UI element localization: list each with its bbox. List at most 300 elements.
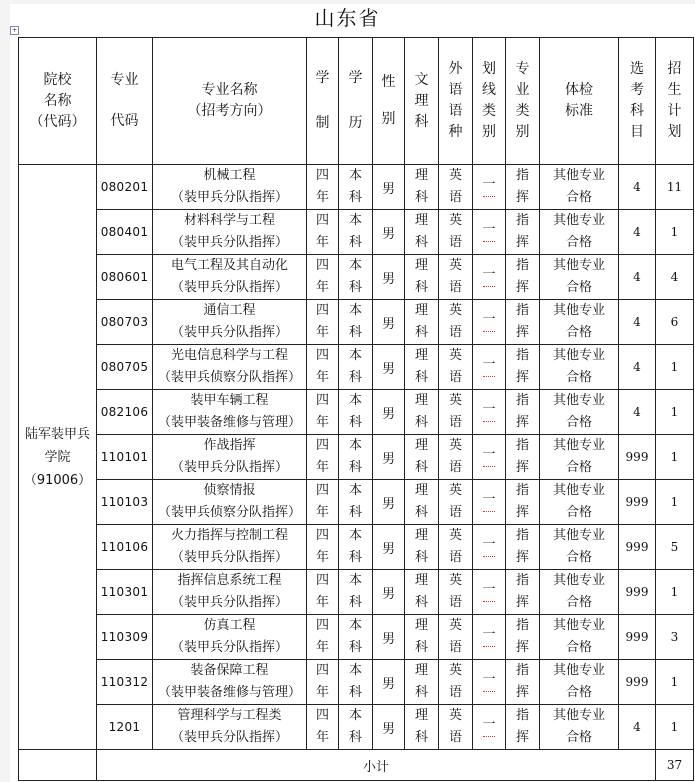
header-school-line: 名称 (43, 92, 72, 109)
science-line: 理 (414, 258, 428, 273)
major-type-cell (506, 390, 540, 435)
header-line: 语 (448, 82, 463, 98)
major-type-cell (506, 210, 540, 255)
duration-cell (307, 660, 339, 705)
physical-exam-line: 其他专业 (552, 618, 605, 633)
language-cell (439, 435, 473, 480)
plan-cell: 1 (656, 435, 694, 480)
duration-cell (307, 390, 339, 435)
table-row (19, 390, 694, 435)
language-line: 英 (448, 528, 462, 543)
duration-cell (307, 345, 339, 390)
language-line: 语 (448, 235, 462, 250)
plan-cell: 1 (656, 210, 694, 255)
subtotal-blank (19, 750, 97, 781)
physical-exam-line: 合格 (565, 235, 592, 250)
education-cell (339, 165, 373, 210)
header-line: 标准 (565, 103, 593, 119)
duration-cell (307, 435, 339, 480)
major-name: 指挥信息系统工程 (177, 573, 282, 588)
header-line: （招考方向） (187, 103, 272, 119)
major-name-cell (153, 345, 307, 390)
language-line: 英 (448, 573, 462, 588)
cutoff-cell (473, 300, 506, 345)
header-cutoff-type (473, 38, 506, 165)
science-cell (405, 660, 439, 705)
language-line: 英 (448, 438, 462, 453)
science-cell (405, 525, 439, 570)
cutoff-value: 一 (482, 402, 496, 417)
physical-exam-cell (540, 570, 619, 615)
header-duration (307, 38, 339, 165)
science-cell (405, 480, 439, 525)
physical-exam-line: 其他专业 (552, 168, 605, 183)
table-row (19, 480, 694, 525)
cutoff-value: 一 (482, 222, 496, 237)
header-line: 划 (482, 61, 496, 77)
major-type-line: 挥 (515, 280, 529, 295)
major-type-line: 挥 (515, 640, 529, 655)
physical-exam-cell (540, 615, 619, 660)
major-name: 侦察情报 (203, 483, 256, 498)
major-code: 110101 (97, 435, 153, 480)
header-line: 体检 (565, 82, 593, 98)
table-row (19, 165, 694, 210)
science-cell (405, 300, 439, 345)
major-name-cell (153, 210, 307, 255)
duration-cell (307, 570, 339, 615)
science-line: 科 (414, 460, 428, 475)
header-row (19, 38, 694, 165)
education-line: 科 (348, 190, 362, 205)
science-line: 科 (414, 640, 428, 655)
education-line: 本 (348, 663, 362, 678)
cutoff-value: 一 (482, 582, 496, 597)
cutoff-value: 一 (482, 672, 496, 687)
table-row (19, 570, 694, 615)
duration-line: 年 (315, 235, 329, 250)
language-cell (439, 255, 473, 300)
header-line: 语 (448, 103, 463, 119)
page-title: 山东省 (314, 6, 381, 30)
science-cell (405, 345, 439, 390)
cutoff-value: 一 (482, 492, 496, 507)
duration-line: 年 (315, 550, 329, 565)
duration-line: 四 (315, 213, 329, 228)
major-name-cell (153, 615, 307, 660)
header-education (339, 38, 373, 165)
major-name-cell (153, 480, 307, 525)
education-cell (339, 660, 373, 705)
physical-exam-line: 其他专业 (552, 213, 605, 228)
education-cell (339, 255, 373, 300)
table-body (19, 165, 694, 781)
language-cell (439, 480, 473, 525)
header-line: 科 (414, 113, 429, 130)
physical-exam-line: 其他专业 (552, 483, 605, 498)
plan-cell: 1 (656, 705, 694, 750)
subtotal-row (19, 750, 694, 781)
school-cell (19, 165, 97, 750)
major-name-cell (153, 255, 307, 300)
enrollment-table (18, 37, 694, 781)
spellcheck-underline-icon (483, 688, 495, 692)
major-name-cell (153, 525, 307, 570)
education-line: 科 (348, 640, 362, 655)
science-line: 理 (414, 213, 428, 228)
elective-cell: 999 (619, 525, 656, 570)
major-type-line: 指 (515, 708, 529, 723)
science-cell (405, 165, 439, 210)
cutoff-value: 一 (482, 177, 496, 192)
language-line: 语 (448, 640, 462, 655)
duration-line: 年 (315, 325, 329, 340)
duration-cell (307, 615, 339, 660)
header-line: 业 (515, 82, 530, 98)
science-line: 科 (414, 190, 428, 205)
science-line: 理 (414, 438, 428, 453)
language-line: 语 (448, 415, 462, 430)
major-type-cell (506, 255, 540, 300)
physical-exam-line: 合格 (565, 550, 592, 565)
cutoff-cell (473, 660, 506, 705)
physical-exam-cell (540, 300, 619, 345)
header-major-code (97, 38, 153, 165)
education-cell (339, 345, 373, 390)
school-code: （91006） (23, 472, 92, 488)
physical-exam-cell (540, 480, 619, 525)
language-cell (439, 570, 473, 615)
education-cell (339, 435, 373, 480)
science-line: 理 (414, 618, 428, 633)
physical-exam-line: 其他专业 (552, 393, 605, 408)
science-line: 科 (414, 325, 428, 340)
header-enrollment-plan (656, 38, 694, 165)
spellcheck-underline-icon (483, 733, 495, 737)
header-line: 性 (381, 74, 396, 90)
language-cell (439, 165, 473, 210)
major-name-cell (153, 435, 307, 480)
education-line: 本 (348, 528, 362, 543)
duration-cell (307, 210, 339, 255)
plan-cell: 1 (656, 570, 694, 615)
cutoff-cell (473, 435, 506, 480)
header-gender (373, 38, 405, 165)
education-line: 本 (348, 708, 362, 723)
gender-cell: 男 (373, 435, 405, 480)
major-direction: （装甲兵分队指挥） (170, 730, 288, 745)
cutoff-cell (473, 210, 506, 255)
duration-line: 四 (315, 663, 329, 678)
duration-cell (307, 300, 339, 345)
science-line: 科 (414, 370, 428, 385)
spellcheck-underline-icon (483, 418, 495, 422)
header-school (19, 38, 97, 165)
cutoff-cell (473, 165, 506, 210)
language-line: 语 (448, 685, 462, 700)
plan-cell: 3 (656, 615, 694, 660)
education-cell (339, 390, 373, 435)
major-name-cell (153, 570, 307, 615)
science-line: 理 (414, 528, 428, 543)
major-type-line: 挥 (515, 190, 529, 205)
major-code: 080703 (97, 300, 153, 345)
physical-exam-cell (540, 660, 619, 705)
major-name: 光电信息科学与工程 (170, 348, 288, 363)
header-line: 类 (482, 103, 496, 119)
major-direction: （装甲兵分队指挥） (170, 460, 288, 475)
education-line: 科 (348, 235, 362, 250)
major-name-cell (153, 300, 307, 345)
gender-cell: 男 (373, 705, 405, 750)
physical-exam-cell (540, 525, 619, 570)
language-line: 英 (448, 483, 462, 498)
education-line: 科 (348, 280, 362, 295)
elective-cell: 999 (619, 480, 656, 525)
gender-cell: 男 (373, 390, 405, 435)
gender-cell: 男 (373, 615, 405, 660)
major-name: 装备保障工程 (190, 663, 269, 678)
major-code: 082106 (97, 390, 153, 435)
header-line: 别 (482, 124, 496, 140)
major-type-line: 指 (515, 303, 529, 318)
header-school-line: （代码） (29, 113, 86, 130)
education-line: 本 (348, 483, 362, 498)
header-line: 历 (348, 115, 363, 131)
major-direction: （装甲兵分队指挥） (170, 640, 288, 655)
major-type-line: 挥 (515, 460, 529, 475)
major-type-cell (506, 345, 540, 390)
duration-line: 四 (315, 258, 329, 273)
major-type-line: 指 (515, 528, 529, 543)
cutoff-cell (473, 525, 506, 570)
major-type-line: 指 (515, 618, 529, 633)
cutoff-cell (473, 570, 506, 615)
major-code: 110301 (97, 570, 153, 615)
major-type-line: 挥 (515, 505, 529, 520)
physical-exam-cell (540, 255, 619, 300)
cutoff-value: 一 (482, 537, 496, 552)
major-name: 通信工程 (203, 303, 256, 318)
major-type-line: 指 (515, 213, 529, 228)
education-cell (339, 210, 373, 255)
major-type-line: 指 (515, 438, 529, 453)
major-type-line: 挥 (515, 550, 529, 565)
physical-exam-line: 合格 (565, 595, 592, 610)
table-row (19, 615, 694, 660)
major-direction: （装甲兵分队指挥） (170, 325, 288, 340)
physical-exam-cell (540, 435, 619, 480)
duration-line: 四 (315, 438, 329, 453)
education-cell (339, 525, 373, 570)
physical-exam-line: 其他专业 (552, 438, 605, 453)
education-line: 本 (348, 258, 362, 273)
education-line: 本 (348, 213, 362, 228)
education-line: 科 (348, 325, 362, 340)
major-direction: （装甲兵分队指挥） (170, 595, 288, 610)
duration-line: 四 (315, 393, 329, 408)
major-code: 080201 (97, 165, 153, 210)
duration-cell (307, 705, 339, 750)
language-cell (439, 210, 473, 255)
education-line: 科 (348, 505, 362, 520)
duration-cell (307, 480, 339, 525)
major-type-cell (506, 165, 540, 210)
major-name: 火力指挥与控制工程 (170, 528, 288, 543)
major-name: 仿真工程 (203, 618, 256, 633)
education-line: 本 (348, 168, 362, 183)
physical-exam-line: 其他专业 (552, 348, 605, 363)
cutoff-value: 一 (482, 267, 496, 282)
physical-exam-line: 其他专业 (552, 663, 605, 678)
duration-line: 四 (315, 168, 329, 183)
language-line: 语 (448, 190, 462, 205)
elective-cell: 4 (619, 705, 656, 750)
education-cell (339, 300, 373, 345)
major-code: 080401 (97, 210, 153, 255)
duration-line: 年 (315, 640, 329, 655)
header-physical-exam (540, 38, 619, 165)
physical-exam-line: 合格 (565, 730, 592, 745)
science-line: 理 (414, 168, 428, 183)
education-line: 科 (348, 460, 362, 475)
language-line: 语 (448, 550, 462, 565)
spellcheck-underline-icon (483, 508, 495, 512)
gender-cell: 男 (373, 300, 405, 345)
duration-line: 四 (315, 618, 329, 633)
language-line: 语 (448, 730, 462, 745)
plan-cell: 1 (656, 390, 694, 435)
plan-cell: 5 (656, 525, 694, 570)
major-direction: （装甲兵分队指挥） (170, 190, 288, 205)
language-line: 语 (448, 280, 462, 295)
science-line: 理 (414, 483, 428, 498)
language-line: 英 (448, 303, 462, 318)
elective-cell: 4 (619, 390, 656, 435)
physical-exam-line: 其他专业 (552, 573, 605, 588)
major-direction: （装甲兵侦察分队指挥） (157, 505, 301, 520)
header-arts-science (405, 38, 439, 165)
major-type-line: 挥 (515, 235, 529, 250)
science-cell (405, 390, 439, 435)
education-line: 科 (348, 550, 362, 565)
table-row (19, 210, 694, 255)
education-cell (339, 480, 373, 525)
major-type-cell (506, 525, 540, 570)
table-row (19, 525, 694, 570)
science-cell (405, 615, 439, 660)
physical-exam-cell (540, 165, 619, 210)
major-type-line: 指 (515, 483, 529, 498)
duration-line: 四 (315, 708, 329, 723)
science-cell (405, 435, 439, 480)
major-type-line: 指 (515, 393, 529, 408)
language-cell (439, 345, 473, 390)
major-name-cell (153, 660, 307, 705)
education-line: 本 (348, 438, 362, 453)
header-line: 代码 (110, 113, 139, 129)
science-line: 科 (414, 685, 428, 700)
duration-line: 四 (315, 573, 329, 588)
physical-exam-cell (540, 705, 619, 750)
major-type-cell (506, 300, 540, 345)
major-direction: （装甲兵分队指挥） (170, 280, 288, 295)
cutoff-value: 一 (482, 357, 496, 372)
major-direction: （装甲装备维修与管理） (157, 415, 301, 430)
major-type-line: 挥 (515, 595, 529, 610)
major-type-line: 指 (515, 258, 529, 273)
duration-line: 年 (315, 730, 329, 745)
education-cell (339, 615, 373, 660)
language-cell (439, 525, 473, 570)
header-line: 专 (515, 61, 530, 77)
major-direction: （装甲兵分队指挥） (170, 550, 288, 565)
language-line: 英 (448, 663, 462, 678)
science-line: 理 (414, 393, 428, 408)
major-type-line: 挥 (515, 730, 529, 745)
science-line: 科 (414, 280, 428, 295)
major-direction: （装甲兵分队指挥） (170, 235, 288, 250)
table-row (19, 660, 694, 705)
spellcheck-underline-icon (483, 598, 495, 602)
duration-line: 四 (315, 528, 329, 543)
elective-cell: 4 (619, 300, 656, 345)
major-type-line: 指 (515, 348, 529, 363)
duration-line: 四 (315, 348, 329, 363)
gender-cell: 男 (373, 165, 405, 210)
table-move-handle-icon[interactable]: + (11, 27, 18, 34)
science-line: 理 (414, 303, 428, 318)
science-line: 理 (414, 663, 428, 678)
physical-exam-line: 合格 (565, 415, 592, 430)
elective-cell: 999 (619, 615, 656, 660)
physical-exam-cell (540, 345, 619, 390)
major-direction: （装甲兵侦察分队指挥） (157, 370, 301, 385)
header-line: 种 (448, 124, 463, 140)
duration-line: 年 (315, 190, 329, 205)
plan-cell: 1 (656, 660, 694, 705)
physical-exam-line: 合格 (565, 460, 592, 475)
cutoff-cell (473, 705, 506, 750)
major-type-line: 挥 (515, 415, 529, 430)
elective-cell: 999 (619, 660, 656, 705)
science-line: 科 (414, 595, 428, 610)
science-line: 理 (414, 348, 428, 363)
duration-line: 四 (315, 483, 329, 498)
table-row (19, 300, 694, 345)
elective-cell: 4 (619, 255, 656, 300)
language-line: 英 (448, 708, 462, 723)
major-code: 110103 (97, 480, 153, 525)
header-line: 招 (667, 61, 682, 77)
duration-line: 年 (315, 370, 329, 385)
duration-line: 年 (315, 415, 329, 430)
major-name-cell (153, 165, 307, 210)
header-elective-subjects (619, 38, 656, 165)
major-code: 1201 (97, 705, 153, 750)
science-line: 科 (414, 505, 428, 520)
elective-cell: 999 (619, 435, 656, 480)
header-line: 线 (482, 82, 496, 98)
spellcheck-underline-icon (483, 373, 495, 377)
science-line: 科 (414, 415, 428, 430)
spellcheck-underline-icon (483, 643, 495, 647)
plan-cell: 1 (656, 345, 694, 390)
gender-cell: 男 (373, 255, 405, 300)
education-line: 科 (348, 370, 362, 385)
education-cell (339, 705, 373, 750)
education-line: 本 (348, 348, 362, 363)
